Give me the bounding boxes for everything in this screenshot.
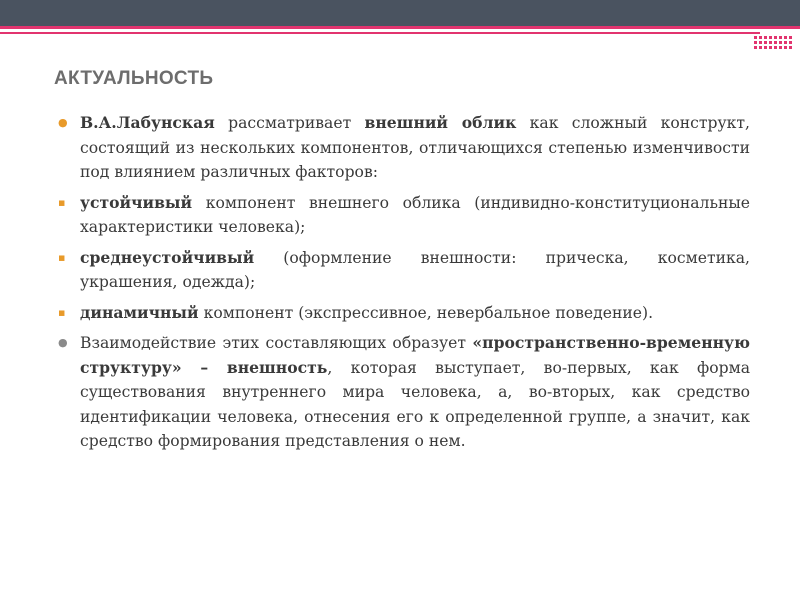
corner-dot-pattern — [754, 36, 792, 49]
item-text: как сложный конструкт, состоящий из нескольких компонентов, отличающихся степенью изменчивости под влиянием различных факторов: — [80, 114, 751, 181]
item-text: , которая выступает, во-первых, как форма существования внутреннего мира человека, а, во-вторых, как средство идентификации человека, отнесения его к определенной группе, а значит, как средство формирования представления о нем. — [80, 358, 750, 450]
square-bullet-icon: ▪ — [58, 195, 66, 209]
header-band — [0, 0, 800, 26]
list-item — [56, 111, 750, 185]
item-text: Взаимодействие этих составляющих образует — [80, 334, 473, 352]
item-text: (оформление внешности: прическа, косметика, украшения, одежда); — [80, 248, 750, 291]
list-item — [56, 301, 750, 326]
square-bullet-icon: ▪ — [58, 305, 66, 319]
dot-bullet-icon: ● — [58, 336, 68, 349]
item-bold-text: внешний облик — [364, 113, 517, 132]
item-text: компонент внешнего облика (индивидно-конституциональные характеристики человека); — [80, 193, 750, 236]
list-item — [56, 191, 750, 240]
list-item — [56, 246, 750, 295]
square-bullet-icon: ▪ — [58, 250, 66, 264]
item-bold-text: «пространственно-временную структуру» – внешность — [80, 333, 750, 377]
slide-title: АКТУАЛЬНОСТЬ — [54, 68, 214, 89]
item-text: рассматривает — [214, 114, 365, 132]
item-text: компонент (экспрессивное, невербальное поведение). — [198, 303, 654, 322]
item-bold-text: среднеустойчивый — [80, 247, 255, 267]
dot-bullet-icon: ● — [58, 116, 68, 129]
header-accent-line — [0, 26, 800, 29]
header-accent-thin-line — [0, 32, 760, 34]
item-bold-text: В.А.Лабунская — [80, 113, 215, 132]
item-bold-text: устойчивый — [80, 192, 193, 212]
slide-content — [56, 111, 750, 460]
item-bold-text: динамичный — [80, 302, 199, 322]
list-item — [56, 331, 750, 454]
